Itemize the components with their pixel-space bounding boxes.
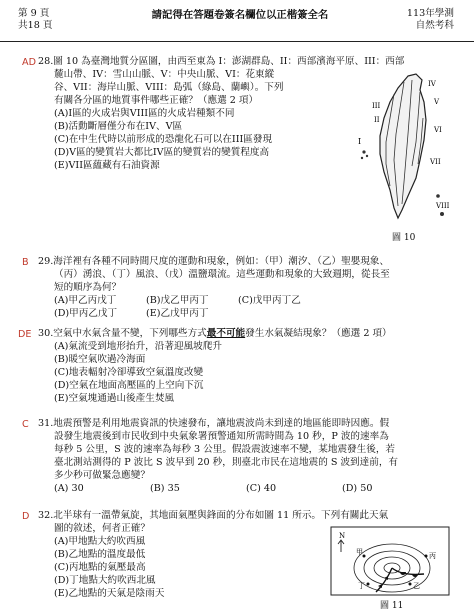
north-label: N bbox=[339, 532, 346, 540]
map-label-iii: III bbox=[372, 102, 381, 110]
answer-mark-q30: DE bbox=[18, 329, 32, 340]
question-line: 短的順序為何？ bbox=[54, 282, 122, 293]
option-b[interactable]: (B)戊乙甲丙丁 bbox=[146, 295, 209, 306]
point-bing-marker bbox=[425, 555, 428, 558]
map-label-i: I bbox=[358, 137, 362, 146]
page-number-block bbox=[18, 8, 78, 32]
exam-info-block bbox=[364, 8, 454, 32]
option-a[interactable]: (A)I區的火成岩與VIII區的火成岩種類不同 bbox=[54, 108, 235, 119]
page-label: 第 9 頁 bbox=[18, 8, 50, 19]
option-d[interactable]: (D)丁地點大約吹西北風 bbox=[54, 575, 156, 586]
option-a[interactable]: (A) 30 bbox=[54, 483, 84, 494]
point-yi-marker bbox=[409, 583, 412, 586]
question-number: 30. bbox=[38, 328, 54, 339]
answer-mark-q32: D bbox=[22, 511, 30, 522]
question-line: 北半球有一溫帶氣旋，其地面氣壓與鋒面的分布如圖 11 所示。下列有關此天氣 bbox=[53, 510, 389, 521]
figure-11-caption: 圖 11 bbox=[380, 601, 404, 611]
question-line: 設發生地震後到市民收到中央氣象署預警通知所需時間為 10 秒，P 波的速率為 bbox=[54, 431, 389, 442]
question-29 bbox=[38, 256, 470, 321]
point-jia-label: 甲 bbox=[356, 548, 363, 556]
question-text-post: 發生水氣凝結現象？（應選 2 項） bbox=[245, 328, 392, 339]
answer-mark-q28: AD bbox=[22, 57, 36, 68]
point-ding-marker bbox=[367, 583, 370, 586]
exam-subject: 自然考科 bbox=[415, 20, 454, 31]
question-line: 每秒 5 公里，S 波的速率為每秒 3 公里。假設震波速率不變，某地震發生後，若 bbox=[54, 444, 396, 455]
option-c[interactable]: (C)戊甲丙丁乙 bbox=[238, 295, 301, 306]
map-label-ii: II bbox=[374, 116, 380, 124]
option-e[interactable]: (E)空氣塊通過山後產生焚風 bbox=[54, 393, 175, 404]
exam-year: 113年學測 bbox=[406, 8, 454, 19]
answer-mark-q29: B bbox=[22, 257, 29, 268]
option-e[interactable]: (E)VII區蘊藏有石油資源 bbox=[54, 160, 160, 171]
option-a[interactable]: (A)甲地點大約吹西風 bbox=[54, 536, 146, 547]
option-c[interactable]: (C)地表輻射冷卻導致空氣溫度改變 bbox=[54, 367, 204, 378]
figure-10-caption: 圖 10 bbox=[392, 233, 416, 243]
option-d[interactable]: (D)甲丙乙戊丁 bbox=[54, 308, 118, 319]
option-a[interactable]: (A)氣流受到地形抬升，沿著迎風坡爬升 bbox=[54, 341, 222, 352]
question-line: （丙）湧浪、（丁）風浪、（戊）溫鹽環流。這些運動和現象的大致週期，從長至 bbox=[54, 269, 390, 280]
penghu-islands bbox=[361, 150, 368, 159]
question-number: 28. bbox=[38, 56, 54, 67]
question-number: 31. bbox=[38, 418, 54, 429]
option-e[interactable]: (E)乙地點的天氣是陰雨天 bbox=[54, 588, 165, 599]
map-label-vi: VI bbox=[434, 126, 442, 134]
question-line: 麓山帶、IV：雪山山脈、V：中央山脈、VI：花東縱 bbox=[54, 69, 275, 80]
taiwan-geologic-map bbox=[350, 68, 460, 228]
page-header bbox=[0, 0, 474, 42]
question-line: 圖 10 為臺灣地質分區圖，由西至東為 I：澎湖群島、II：西部濱海平原、III：西部 bbox=[53, 56, 405, 67]
point-bing-label: 丙 bbox=[429, 552, 436, 560]
map-label-vii: VII bbox=[430, 158, 441, 166]
question-line: 多少秒可做緊急應變？ bbox=[54, 470, 150, 481]
question-30 bbox=[38, 328, 470, 406]
question-emphasis: 最不可能 bbox=[206, 328, 246, 339]
green-island bbox=[436, 194, 440, 198]
option-d[interactable]: (D)空氣在地面高壓區的上空向下沉 bbox=[54, 380, 204, 391]
option-b[interactable]: (B)乙地點的溫度最低 bbox=[54, 549, 146, 560]
question-line: 臺北測站測得的 P 波比 S 波早到 20 秒，則臺北市民在這地震的 S 波到達前，有 bbox=[54, 457, 399, 468]
question-text-pre: 空氣中水氣含量不變，下列哪些方式 bbox=[53, 328, 207, 339]
option-c[interactable]: (C)丙地點的氣壓最高 bbox=[54, 562, 146, 573]
question-line: 谷、VII：海岸山脈、VIII：島弧（綠島、蘭嶼）。下列 bbox=[54, 82, 284, 93]
map-label-viii: VIII bbox=[436, 202, 450, 210]
point-yi-label: 乙 bbox=[413, 582, 420, 590]
answer-mark-q31: C bbox=[22, 419, 29, 430]
option-e[interactable]: (E)乙戊甲丙丁 bbox=[146, 308, 209, 319]
orchid-island bbox=[440, 212, 444, 216]
option-b[interactable]: (B) 35 bbox=[150, 483, 180, 494]
question-31 bbox=[38, 418, 470, 496]
question-line: 地震預警是利用地震資訊的快速發布，讓地震波尚未到達的地區能即時因應。假 bbox=[53, 418, 390, 429]
option-a[interactable]: (A)甲乙丙戊丁 bbox=[54, 295, 117, 306]
question-line: 有關各分區的地質事件哪些正確？（應選 2 項） bbox=[54, 95, 259, 106]
question-line: 海洋裡有各種不同時間尺度的運動和現象，例如：（甲）潮汐、（乙）聖嬰現象、 bbox=[53, 256, 390, 267]
option-d[interactable]: (D)V區的變質岩大都比IV區的變質岩的變質程度高 bbox=[54, 147, 270, 158]
total-pages-label: 共18 頁 bbox=[18, 20, 53, 31]
cyclone-isobar-diagram bbox=[330, 526, 450, 596]
point-ding-label: 丁 bbox=[358, 582, 365, 590]
option-b[interactable]: (B)暖空氣吹過冷海面 bbox=[54, 354, 146, 365]
question-number: 29. bbox=[38, 256, 54, 267]
signature-notice: 請記得在答題卷簽名欄位以正楷簽全名 bbox=[151, 9, 329, 21]
question-line: 圖的敘述，何者正確？ bbox=[54, 523, 150, 534]
map-label-iv: IV bbox=[428, 80, 436, 88]
option-c[interactable]: (C)在中生代時以前形成的恐龍化石可以在III區發現 bbox=[54, 134, 273, 145]
option-c[interactable]: (C) 40 bbox=[246, 483, 277, 494]
option-d[interactable]: (D) 50 bbox=[342, 483, 373, 494]
option-b[interactable]: (B)活動斷層僅分布在IV、V區 bbox=[54, 121, 183, 132]
map-label-v: V bbox=[434, 98, 440, 106]
question-number: 32. bbox=[38, 510, 54, 521]
